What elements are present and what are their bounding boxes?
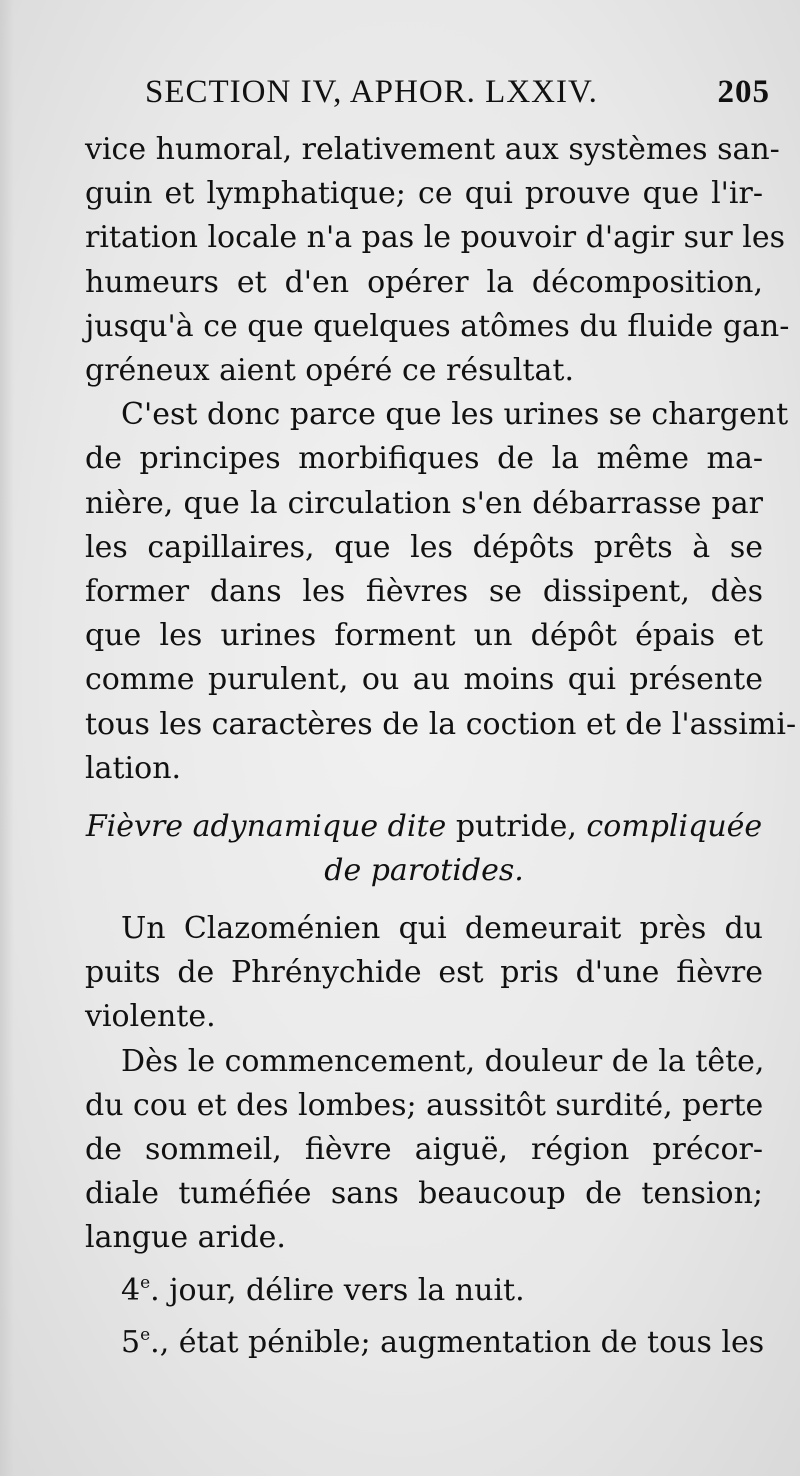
text-line: les capillaires, que les dépôts prêts à se: [85, 529, 763, 565]
text-line: guin et lymphatique; ce qui prouve que l'ir-: [85, 176, 763, 212]
day-number: 4: [121, 1272, 141, 1308]
heading-italic-part: compliquée: [586, 809, 763, 845]
text-line: gréneux aient opéré ce résultat.: [85, 353, 574, 389]
page-edge-shadow: [0, 0, 14, 1476]
text-line: comme purulent, ou au moins qui présente: [85, 662, 763, 698]
text-line: former dans les fièvres se dissipent, dès: [85, 574, 763, 610]
text-line: vice humoral, relativement aux systèmes san-: [85, 132, 780, 167]
day-number: 5: [121, 1324, 141, 1360]
paragraph-3: [85, 907, 763, 1040]
text-line: lation.: [85, 750, 182, 786]
text-line: tous les caractères de la coction et de l'assimi-: [85, 706, 797, 742]
text-line: jusqu'à ce que quelques atômes du fluide gan-: [85, 308, 790, 344]
day-text: ., état pénible; augmentation de tous les: [150, 1324, 765, 1360]
page-number: 205: [717, 74, 770, 110]
heading-italic-part: Fièvre adynamique dite: [85, 809, 447, 845]
paragraph-2: [85, 393, 797, 791]
running-head-title: SECTION IV, APHOR. LXXIV.: [145, 74, 598, 110]
paragraph-4: [85, 1040, 763, 1261]
text-line: puits de Phrénychide est pris d'une fièvre: [85, 955, 763, 991]
text-line: du cou et des lombes; aussitôt surdité, perte: [85, 1087, 764, 1123]
text-line: violente.: [85, 999, 216, 1035]
text-line: langue aride.: [85, 1220, 286, 1256]
text-line: ritation locale n'a pas le pouvoir d'agir sur les: [85, 220, 785, 256]
paragraph-6: [85, 1313, 763, 1365]
text-line: que les urines forment un dépôt épais et: [85, 618, 763, 654]
section-heading: [85, 805, 763, 893]
ordinal-superscript: e: [140, 1324, 151, 1345]
text-line: diale tuméfiée sans beaucoup de tension;: [85, 1176, 763, 1212]
paragraph-1: [85, 128, 790, 393]
ordinal-superscript: e: [140, 1272, 151, 1293]
text-line: Dès le commencement, douleur de la tête,: [121, 1043, 765, 1079]
day-text: . jour, délire vers la nuit.: [150, 1272, 525, 1308]
text-line: Un Clazoménien qui demeurait près du: [121, 911, 763, 947]
heading-line-2: de parotides.: [324, 853, 524, 889]
text-line: nière, que la circulation s'en débarrasse par: [85, 485, 763, 521]
text-line: humeurs et d'en opérer la décomposition,: [85, 264, 763, 300]
text-line: de principes morbifiques de la même ma-: [85, 441, 763, 477]
text-line: C'est donc parce que les urines se chargent: [121, 397, 789, 433]
body-text: [85, 128, 797, 1365]
heading-roman-part: putride,: [455, 809, 577, 845]
paragraph-5: [85, 1261, 763, 1313]
text-line: de sommeil, fièvre aiguë, région précor-: [85, 1132, 763, 1168]
